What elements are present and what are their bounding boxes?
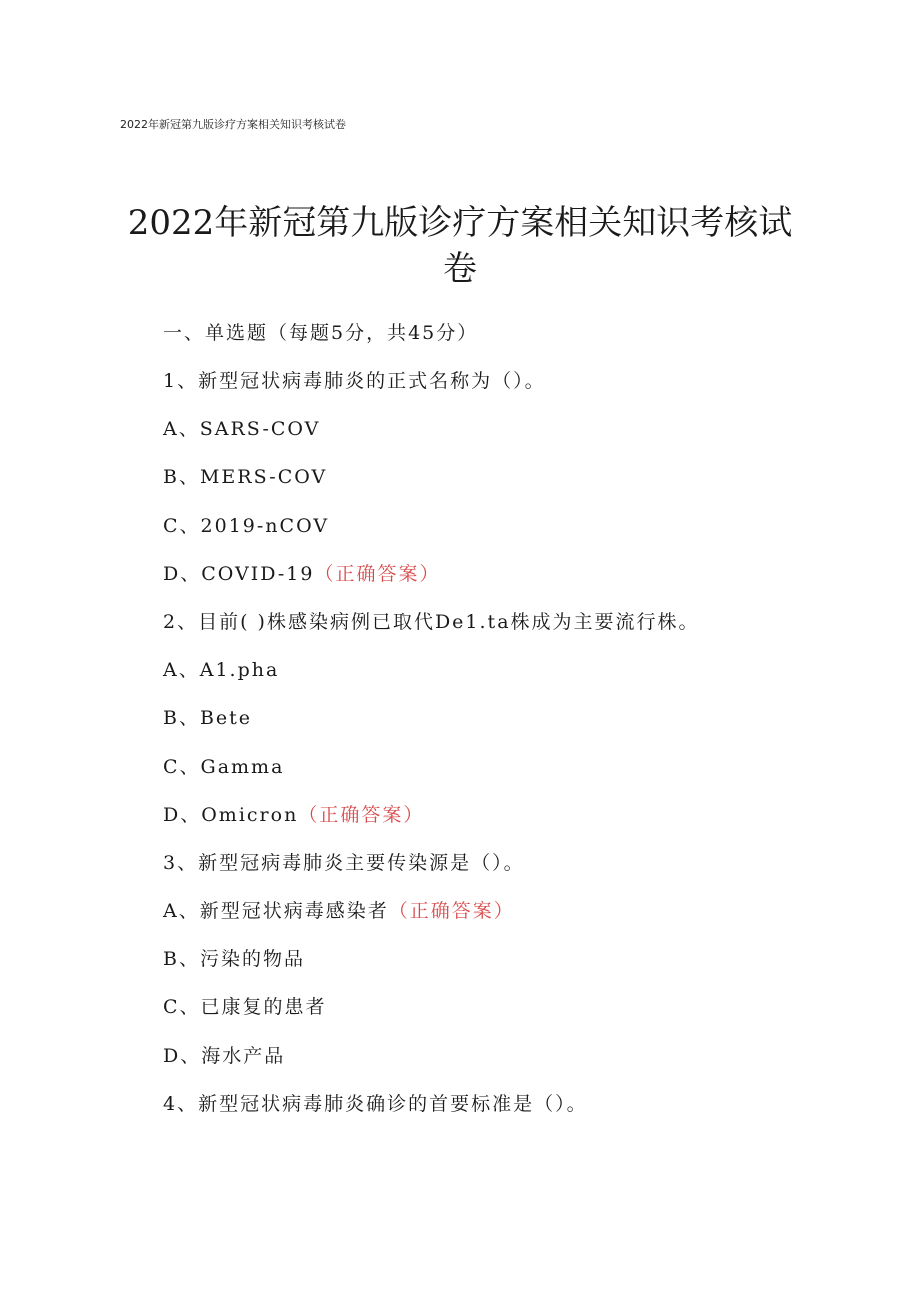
document-title-line2: 卷 bbox=[443, 249, 477, 289]
option-label: A、A1.pha bbox=[163, 659, 280, 682]
correct-answer-mark: （正确答案） bbox=[388, 900, 515, 923]
option-label: B、Bete bbox=[163, 707, 253, 730]
option-a bbox=[163, 896, 823, 944]
exam-content bbox=[163, 318, 823, 1137]
option-label: A、SARS-COV bbox=[163, 418, 321, 441]
question-stem: 2、目前( )株感染病例已取代De1.ta株成为主要流行株。 bbox=[163, 610, 700, 633]
question-stem: 3、新型冠病毒肺炎主要传染源是（）。 bbox=[163, 851, 525, 874]
option-label: B、污染的物品 bbox=[163, 948, 305, 971]
option-label: B、MERS-COV bbox=[163, 466, 328, 489]
option-label: C、Gamma bbox=[163, 755, 285, 778]
running-header: 2022年新冠第九版诊疗方案相关知识考核试卷 bbox=[120, 118, 346, 131]
question-2 bbox=[163, 607, 823, 848]
option-a bbox=[163, 414, 823, 462]
correct-answer-mark: （正确答案） bbox=[314, 562, 441, 585]
option-c bbox=[163, 752, 823, 800]
option-label: C、已康复的患者 bbox=[163, 996, 327, 1019]
option-b bbox=[163, 944, 823, 992]
question-stem: 1、新型冠状病毒肺炎的正式名称为（）。 bbox=[163, 370, 546, 392]
option-label: A、新型冠状病毒感染者 bbox=[163, 900, 389, 923]
question-4 bbox=[163, 1089, 823, 1137]
section-heading: 一、单选题（每题5分，共45分） bbox=[163, 322, 479, 344]
question-1 bbox=[163, 366, 823, 607]
option-a bbox=[163, 655, 823, 703]
option-label: D、海水产品 bbox=[163, 1044, 286, 1067]
option-label: C、2019-nCOV bbox=[163, 514, 330, 537]
correct-answer-mark: （正确答案） bbox=[298, 803, 425, 826]
document-title bbox=[100, 200, 820, 292]
option-c bbox=[163, 992, 823, 1040]
option-label: D、Omicron bbox=[163, 803, 299, 826]
option-d bbox=[163, 1041, 823, 1089]
question-stem: 4、新型冠状病毒肺炎确诊的首要标准是（）。 bbox=[163, 1092, 588, 1115]
document-title-line1: 2022年新冠第九版诊疗方案相关知识考核试 bbox=[127, 203, 793, 243]
option-d bbox=[163, 800, 823, 848]
question-3 bbox=[163, 848, 823, 1089]
option-d bbox=[163, 559, 823, 607]
option-b bbox=[163, 462, 823, 510]
option-b bbox=[163, 703, 823, 751]
option-c bbox=[163, 511, 823, 559]
option-label: D、COVID-19 bbox=[163, 562, 315, 585]
